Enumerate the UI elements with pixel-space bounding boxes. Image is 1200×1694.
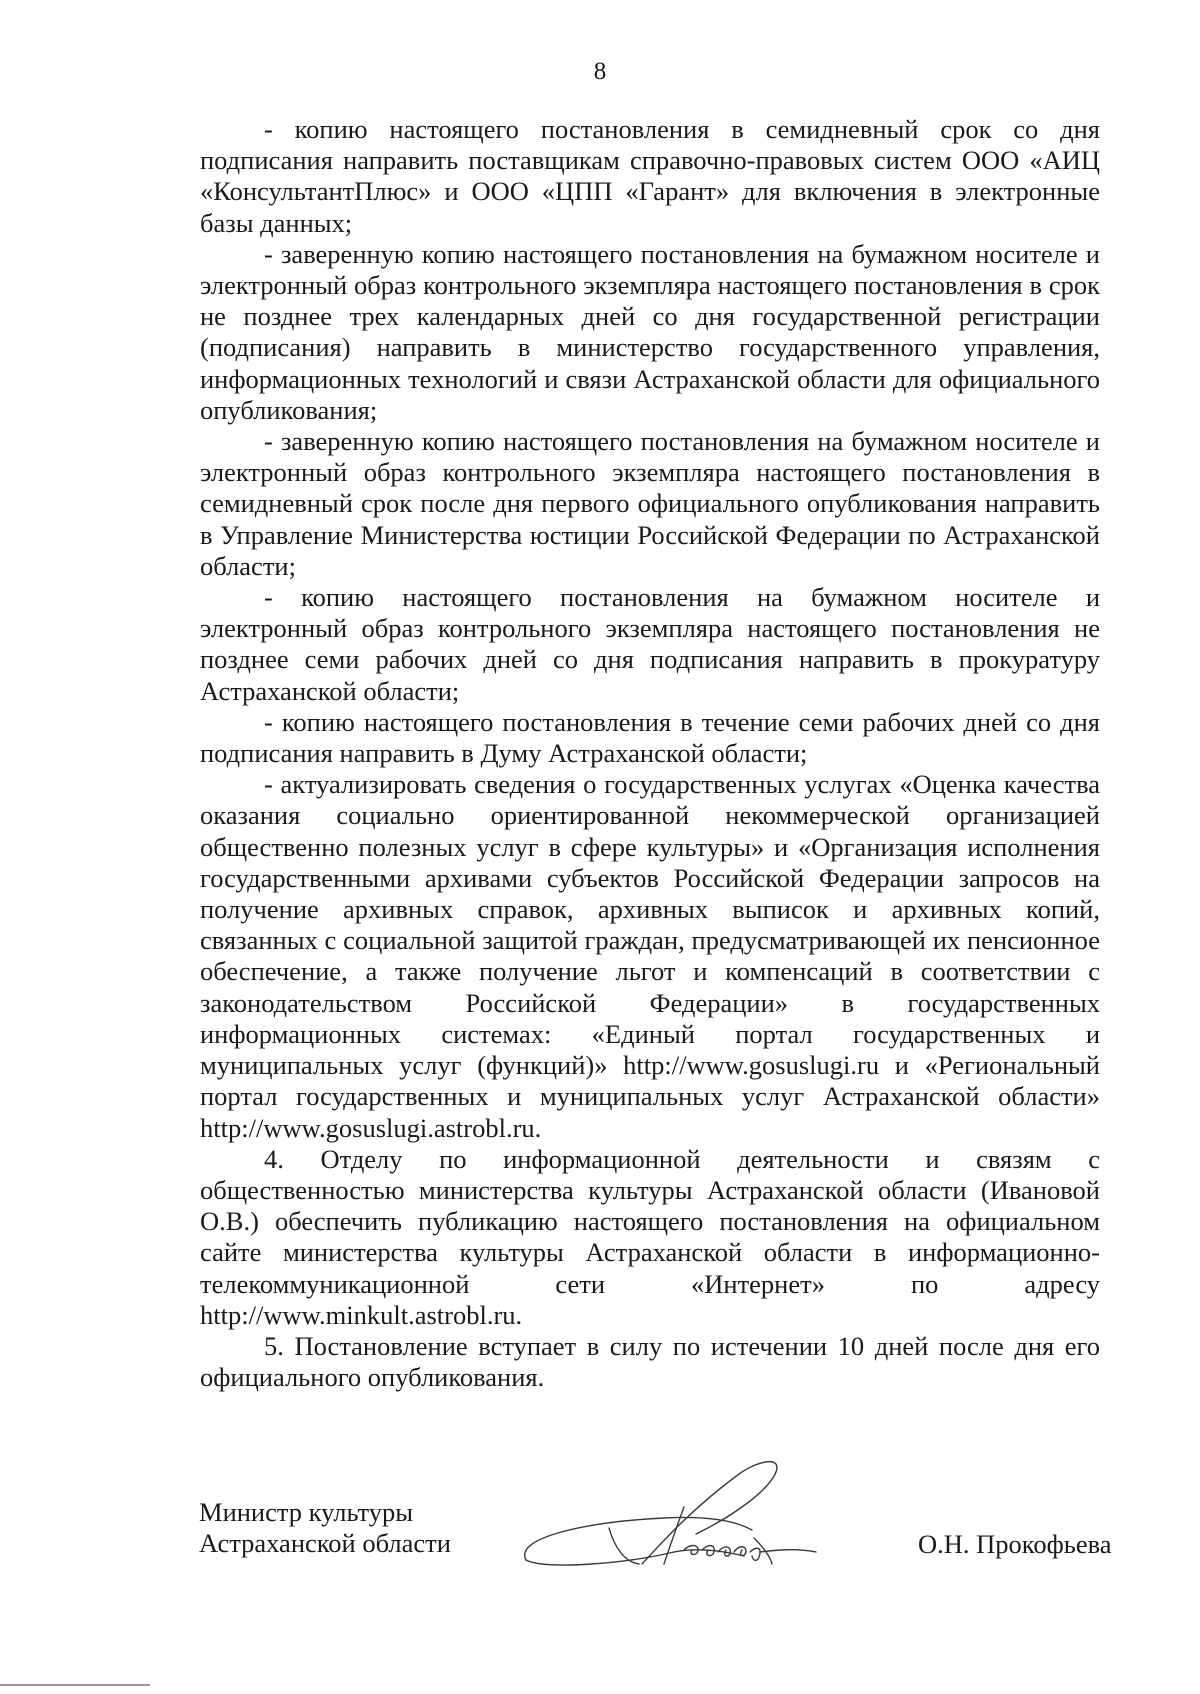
signer-title-line-2: Астраханской области (199, 1528, 451, 1559)
paragraph-duma: - копию настоящего постановления в течение семи рабочих дней со дня подписания направить в Думу Астраханской области; (200, 706, 1100, 769)
signer-name: О.Н. Прокофьева (918, 1529, 1112, 1559)
signature-strokes (525, 1462, 816, 1565)
paragraph-ministry-publication: - заверенную копию настоящего постановления на бумажном носителе и электронный образ контрольного экземпляра настоящего постановления в срок не позднее трех календарных дней со дня государственной регистрации (подписания) направить в министерство государственного управления, информационных технологий и связи Астраханской области для официального опубликования; (200, 238, 1100, 425)
signer-title-line-1: Министр культуры (199, 1497, 414, 1527)
page-number: 8 (593, 58, 607, 85)
paragraph-consultant-garant: - копию настоящего постановления в семидневный срок со дня подписания направить поставщикам справочно-правовых систем ООО «АИЦ «КонсультантПлюс» и ООО «ЦПП «Гарант» для включения в электронные базы данных; (200, 114, 1100, 238)
paragraph-clause-5: 5. Постановление вступает в силу по истечении 10 дней после дня его официального опубликования. (200, 1330, 1100, 1393)
handwritten-signature (514, 1452, 854, 1602)
signature-block (199, 1497, 1119, 1607)
scan-edge-line (0, 1684, 150, 1686)
signer-title (199, 1497, 451, 1559)
paragraph-justice-ministry: - заверенную копию настоящего постановления на бумажном носителе и электронный образ контрольного экземпляра настоящего постановления в семидневный срок после дня первого официального опубликования направить в Управление Министерства юстиции Российской Федерации по Астраханской области; (200, 426, 1100, 581)
document-body (200, 114, 1100, 1393)
paragraph-prosecutor: - копию настоящего постановления на бумажном носителе и электронный образ контрольного экземпляра настоящего постановления не позднее семи рабочих дней со дня подписания направить в прокуратуру Астраханской области; (200, 582, 1100, 706)
paragraph-clause-4: 4. Отделу по информационной деятельности и связям с общественностью министерства культуры Астраханской области (Ивановой О.В.) обеспечить публикацию настоящего постановления на официальном сайте министерства культуры Астраханской области в информационно-телекоммуникационной сети «Интернет» по адресу http://www.minkult.astrobl.ru. (200, 1143, 1100, 1330)
paragraph-state-services: - актуализировать сведения о государственных услугах «Оценка качества оказания социально ориентированной некоммерческой организацией общественно полезных услуг в сфере культуры» и «Организация исполнения государственными архивами субъектов Российской Федерации запросов на получение архивных справок, архивных выписок и архивных копий, связанных с социальной защитой граждан, предусматривающей их пенсионное обеспечение, а также получение льгот и компенсаций в соответствии с законодательством Российской Федерации» в государственных информационных системах: «Единый портал государственных и муниципальных услуг (функций)» http://www.gosuslugi.ru и «Региональный портал государственных и муниципальных услуг Астраханской области» http://www.gosuslugi.astrobl.ru. (200, 769, 1100, 1143)
